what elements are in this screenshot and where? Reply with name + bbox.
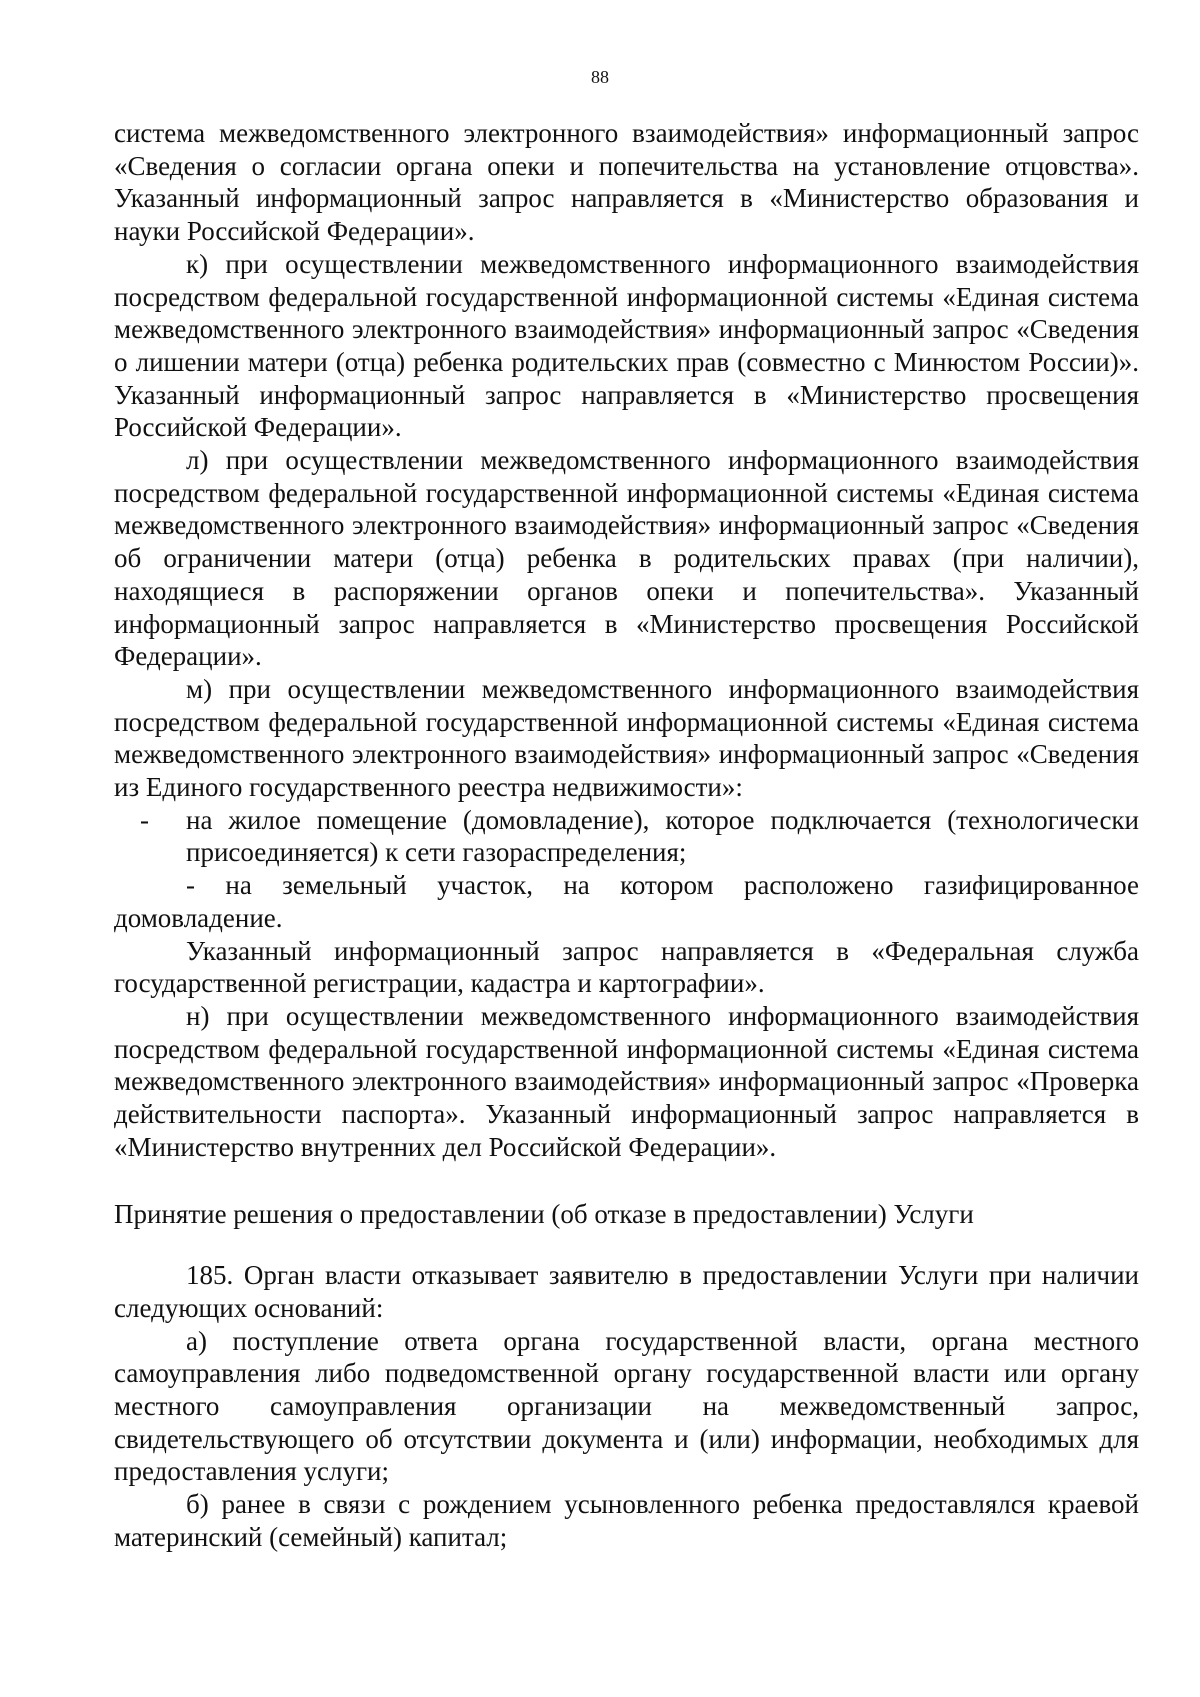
bullet-text: на жилое помещение (домовладение), которое подключается (технологически присоединяется) к сети газораспределения; [186, 804, 1139, 868]
paragraph-item-n: н) при осуществлении межведомственного информационного взаимодействия посредством федеральной государственной информационной системы «Единая система межведомственного электронного взаимодействия» информационный запрос «Проверка действительности паспорта». Указанный информационный запрос направляется в «Министерство внутренних дел Российской Федерации». [114, 1000, 1139, 1162]
paragraph-continuation: система межведомственного электронного взаимодействия» информационный запрос «Сведения о согласии органа опеки и попечительства на установление отцовства». Указанный информационный запрос направляется в «Министерство образования и науки Российской Федерации». [114, 118, 1139, 247]
bullet-item-land-plot: - на земельный участок, на котором расположено газифицированное домовладение. [114, 870, 1139, 933]
page-number: 88 [591, 67, 609, 87]
paragraph-request-note: Указанный информационный запрос направляется в «Федеральная служба государственной регистрации, кадастра и картографии». [114, 935, 1139, 999]
clause-185-item-b: б) ранее в связи с рождением усыновленного ребенка предоставлялся краевой материнский (семейный) капитал; [114, 1489, 1139, 1552]
paragraph-item-k: к) при осуществлении межведомственного информационного взаимодействия посредством федеральной государственной информационной системы «Единая система межведомственного электронного взаимодействия» информационный запрос «Сведения о лишении матери (отца) ребенка родительских прав (совместно с Минюстом России)». Указанный информационный запрос направляется в «Министерство просвещения Российской Федерации». [114, 248, 1139, 443]
clause-185-item-a: а) поступление ответа органа государственной власти, органа местного самоуправления либо подведомственной органу государственной власти или органу местного самоуправления организации на межведомственный запрос, свидетельствующего об отсутствии документа и (или) информации, необходимых для предоставления услуги; [114, 1325, 1139, 1487]
section-heading: Принятие решения о предоставлении (об отказе в предоставлении) Услуги [114, 1198, 974, 1229]
document-body [114, 117, 1139, 1554]
paragraph-item-m: м) при осуществлении межведомственного информационного взаимодействия посредством федеральной государственной информационной системы «Единая система межведомственного электронного взаимодействия» информационный запрос «Сведения из Единого государственного реестра недвижимости»: [114, 673, 1139, 803]
clause-185-intro: 185. Орган власти отказывает заявителю в предоставлении Услуги при наличии следующих оснований: [114, 1260, 1139, 1323]
bullet-dash: - [140, 804, 149, 835]
bullet-item-dwelling [114, 804, 1139, 869]
paragraph-item-l: л) при осуществлении межведомственного информационного взаимодействия посредством федеральной государственной информационной системы «Единая система межведомственного электронного взаимодействия» информационный запрос «Сведения об ограничении матери (отца) ребенка в родительских правах (при наличии), находящиеся в распоряжении органов опеки и попечительства». Указанный информационный запрос направляется в «Министерство просвещения Российской Федерации». [114, 445, 1139, 672]
